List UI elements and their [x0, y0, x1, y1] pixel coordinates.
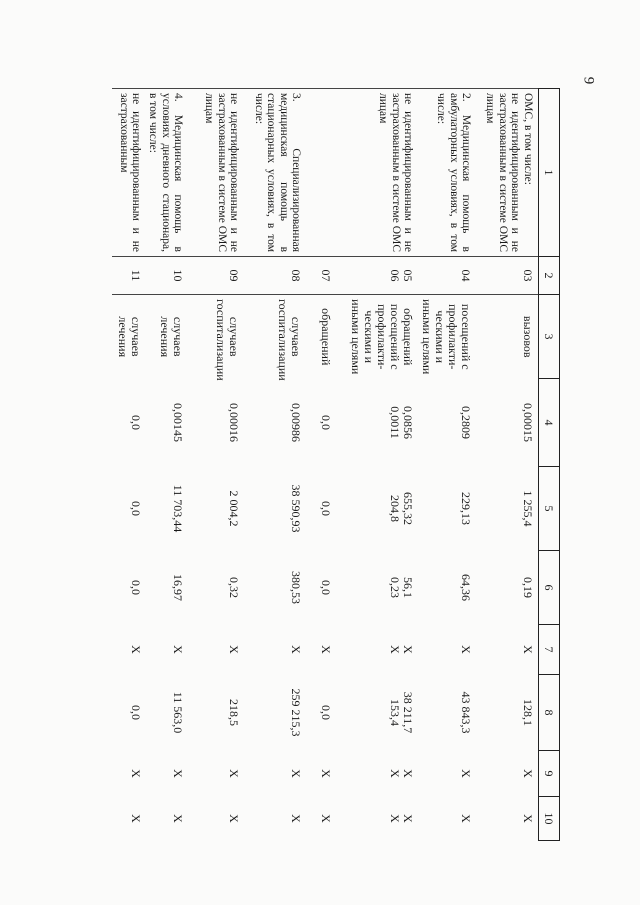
cell-text: 0,2809: [459, 406, 474, 439]
header-cell: 7: [539, 625, 560, 675]
cell-text: 0,00986: [289, 403, 304, 442]
cell-text: 38 211,7 153,4: [388, 691, 416, 734]
cell-text: 0,00015: [521, 403, 535, 442]
cell-text: ОМС, в том числе: не идентифицированным и не застрахованным в системе ОМС лицам: [484, 93, 534, 252]
table-cell-c7: [147, 625, 189, 675]
cell-text: Х: [171, 814, 186, 823]
cell-text: Х: [319, 814, 334, 823]
table-cell-c4: [307, 379, 337, 467]
table-cell-c10: [189, 797, 245, 841]
table-cell-c1: [189, 89, 245, 257]
table-cell-c5: [245, 467, 307, 551]
header-row: [539, 89, 560, 841]
cell-text: случаев госпитализации: [276, 299, 304, 381]
table-cell-c9: [113, 751, 147, 797]
table-cell-c9: [147, 751, 189, 797]
cell-text: 0,0: [319, 580, 334, 595]
table-cell-c3: [147, 295, 189, 379]
table-cell-c8: [113, 675, 147, 751]
table-cell-c6: [147, 551, 189, 625]
cell-text: Х Х: [388, 645, 416, 654]
table-row: [307, 89, 337, 841]
table-body: [113, 89, 539, 841]
table-cell-c3: [245, 295, 307, 379]
cell-text: Х: [171, 769, 186, 778]
table-cell-c1: [419, 89, 477, 257]
cell-text: случаев лечения: [158, 316, 186, 358]
table-cell-c2: [337, 257, 419, 295]
table-cell-c3: [113, 295, 147, 379]
cell-text: Х: [459, 769, 474, 778]
header-cell: 10: [539, 797, 560, 841]
table-row: [245, 89, 307, 841]
header-cell: 1: [539, 89, 560, 257]
table-cell-c2: [307, 257, 337, 295]
table-cell-c5: [113, 467, 147, 551]
cell-text: 0,00145: [171, 403, 186, 442]
header-cell: 4: [539, 379, 560, 467]
cell-text: 0,0: [319, 415, 334, 430]
cell-text: 229,13: [459, 492, 474, 525]
table-cell-c1: [147, 89, 189, 257]
table-cell-c5: [419, 467, 477, 551]
cell-text: Х: [129, 769, 144, 778]
table-cell-c4: [147, 379, 189, 467]
table-cell-c7: [189, 625, 245, 675]
table-cell-c4: [245, 379, 307, 467]
cell-text: случаев госпитализации: [214, 299, 242, 381]
cell-text: 38 590,93: [289, 484, 304, 533]
table-cell-c8: [477, 675, 539, 751]
table-cell-c2: [147, 257, 189, 295]
table-row: [189, 89, 245, 841]
cell-text: 4. Медицинская помощь в условиях дневного стационара, в том числе:: [147, 93, 185, 252]
table-cell-c2: [245, 257, 307, 295]
table-cell-c6: [189, 551, 245, 625]
table-cell-c10: [307, 797, 337, 841]
table-cell-c2: [419, 257, 477, 295]
cell-text: 43 843,3: [459, 691, 474, 734]
cell-text: 218,5: [227, 699, 242, 726]
cell-text: обращений: [319, 308, 334, 366]
cell-text: 0,0: [129, 580, 144, 595]
cell-text: 03: [521, 269, 535, 282]
table-cell-c9: [245, 751, 307, 797]
cell-text: Х: [521, 645, 535, 654]
table-cell-c6: [245, 551, 307, 625]
table-cell-c6: [307, 551, 337, 625]
cell-text: 0,0856 0,0011: [388, 406, 416, 439]
cell-text: не идентифицированным и не застрахованным в системе ОМС лицам: [203, 93, 241, 252]
cell-text: 0,0: [129, 501, 144, 516]
cell-text: Х: [521, 814, 535, 823]
cell-text: 0,00016: [227, 403, 242, 442]
cell-text: 0,19: [521, 577, 535, 598]
table-cell-c5: [477, 467, 539, 551]
cell-text: 07: [319, 269, 334, 282]
table-cell-c1: [113, 89, 147, 257]
header-cell: 2: [539, 257, 560, 295]
data-table: [113, 88, 561, 841]
table-cell-c5: [337, 467, 419, 551]
table-row: [477, 89, 539, 841]
table-cell-c9: [419, 751, 477, 797]
table-row: [337, 89, 419, 841]
cell-text: Х: [289, 769, 304, 778]
table-cell-c7: [337, 625, 419, 675]
table-cell-c8: [245, 675, 307, 751]
header-cell: 6: [539, 551, 560, 625]
table-cell-c8: [147, 675, 189, 751]
cell-text: Х Х: [388, 769, 416, 778]
table-cell-c10: [337, 797, 419, 841]
table-cell-c8: [189, 675, 245, 751]
cell-text: 11: [129, 269, 144, 282]
table-cell-c10: [477, 797, 539, 841]
cell-text: 04: [459, 269, 474, 282]
table-cell-c4: [189, 379, 245, 467]
table-cell-c4: [113, 379, 147, 467]
cell-text: посещений с профилакти-ческими и иными целями: [420, 299, 474, 375]
table-cell-c1: [307, 89, 337, 257]
cell-text: обращений посещений с профилакти-ческими и иными целями: [349, 299, 416, 375]
page-number: 9: [580, 76, 597, 85]
table-cell-c5: [307, 467, 337, 551]
cell-text: 09: [227, 269, 242, 282]
cell-text: 11 703,44: [171, 484, 186, 533]
cell-text: Х: [459, 814, 474, 823]
table-cell-c8: [419, 675, 477, 751]
cell-text: Х: [289, 814, 304, 823]
table-cell-c2: [477, 257, 539, 295]
cell-text: вызовов: [521, 315, 535, 358]
table-cell-c4: [419, 379, 477, 467]
table-cell-c7: [419, 625, 477, 675]
table-cell-c10: [113, 797, 147, 841]
table-cell-c3: [337, 295, 419, 379]
table-cell-c6: [477, 551, 539, 625]
header-cell: 8: [539, 675, 560, 751]
table-cell-c8: [337, 675, 419, 751]
table-cell-c10: [245, 797, 307, 841]
cell-text: 64,36: [459, 574, 474, 601]
table-cell-c3: [189, 295, 245, 379]
table-row: [147, 89, 189, 841]
table-cell-c1: [477, 89, 539, 257]
table-cell-c9: [189, 751, 245, 797]
cell-text: 259 215,3: [289, 688, 304, 737]
cell-text: Х: [129, 814, 144, 823]
cell-text: 0,32: [227, 577, 242, 598]
table-cell-c10: [147, 797, 189, 841]
cell-text: Х: [319, 645, 334, 654]
table-cell-c9: [477, 751, 539, 797]
cell-text: Х: [171, 645, 186, 654]
table-cell-c8: [307, 675, 337, 751]
table-cell-c2: [113, 257, 147, 295]
cell-text: Х: [227, 645, 242, 654]
cell-text: 2 004,2: [227, 490, 242, 527]
header-cell: 9: [539, 751, 560, 797]
cell-text: 128,1: [521, 699, 535, 726]
table-cell-c6: [113, 551, 147, 625]
table-cell-c3: [307, 295, 337, 379]
cell-text: 16,97: [171, 574, 186, 601]
header-cell: 5: [539, 467, 560, 551]
cell-text: 56,1 0,23: [388, 577, 416, 598]
table-cell-c3: [477, 295, 539, 379]
table-cell-c9: [307, 751, 337, 797]
table-cell-c7: [113, 625, 147, 675]
cell-text: 3. Специализированная медицинская помощь в стационарных условиях, в том числе:: [253, 93, 303, 252]
cell-text: не идентифицированным и не застрахованным в системе ОМС лицам: [377, 93, 415, 252]
rotated-table-area: [116, 88, 560, 840]
cell-text: 08: [289, 269, 304, 282]
table-cell-c3: [419, 295, 477, 379]
table-cell-c4: [477, 379, 539, 467]
table-cell-c4: [337, 379, 419, 467]
cell-text: Х: [227, 769, 242, 778]
table-row: [113, 89, 147, 841]
cell-text: Х: [459, 645, 474, 654]
header-cell: 3: [539, 295, 560, 379]
table-cell-c5: [147, 467, 189, 551]
table-cell-c7: [307, 625, 337, 675]
cell-text: 0,0: [129, 415, 144, 430]
table-cell-c9: [337, 751, 419, 797]
cell-text: Х: [227, 814, 242, 823]
cell-text: случаев лечения: [116, 316, 144, 358]
table-cell-c5: [189, 467, 245, 551]
cell-text: Х: [289, 645, 304, 654]
cell-text: не идентифицированным и не застрахованным: [118, 93, 143, 252]
cell-text: Х: [319, 769, 334, 778]
table-cell-c10: [419, 797, 477, 841]
table-cell-c7: [245, 625, 307, 675]
cell-text: Х Х: [388, 814, 416, 823]
table-cell-c2: [189, 257, 245, 295]
cell-text: 655,32 204,8: [388, 492, 416, 525]
table-cell-c6: [337, 551, 419, 625]
table-cell-c7: [477, 625, 539, 675]
table-cell-c1: [245, 89, 307, 257]
table-cell-c1: [337, 89, 419, 257]
cell-text: 11 563,0: [171, 691, 186, 734]
table-row: [419, 89, 477, 841]
cell-text: 0,0: [129, 705, 144, 720]
cell-text: 1 255,4: [521, 490, 535, 527]
cell-text: Х: [521, 769, 535, 778]
cell-text: 0,0: [319, 501, 334, 516]
cell-text: 05 06: [388, 269, 416, 282]
table-cell-c6: [419, 551, 477, 625]
cell-text: 380,53: [289, 571, 304, 604]
cell-text: Х: [129, 645, 144, 654]
cell-text: 2. Медицинская помощь в амбулаторных условиях, в том числе:: [435, 93, 473, 252]
cell-text: 10: [171, 269, 186, 282]
cell-text: 0,0: [319, 705, 334, 720]
